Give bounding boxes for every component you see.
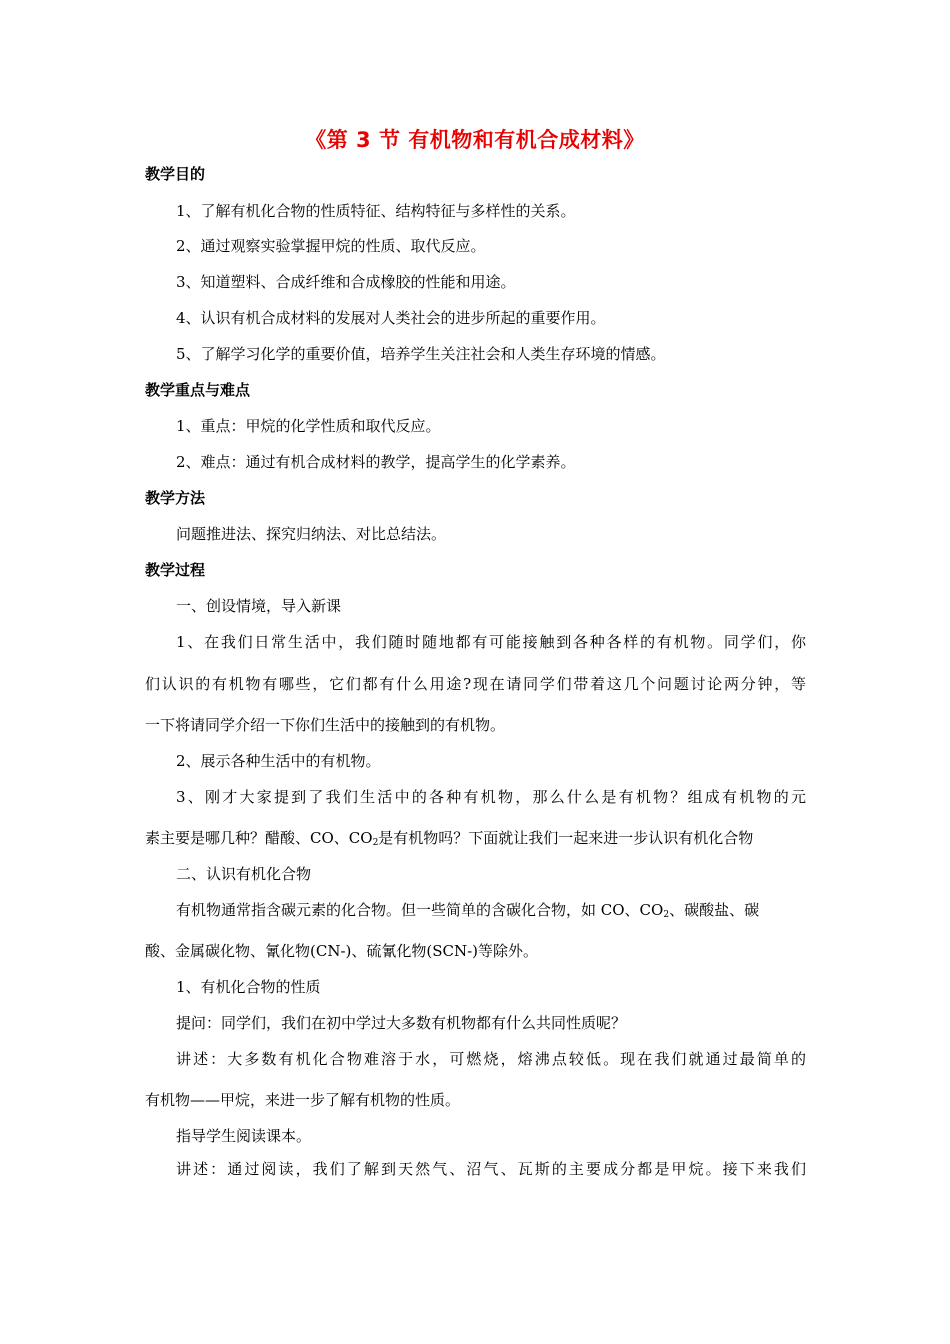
def-line1-b: 、碳酸盐、碳 [669,901,760,919]
guide-text: 指导学生阅读课本。 [176,1127,312,1145]
focus-item: 2、难点：通过有机合成材料的教学，提高学生的化学素养。 [176,453,576,471]
paragraph-line [176,631,806,652]
aim-item: 1、了解有机化合物的性质特征、结构特征与多样性的关系。 [176,202,576,220]
p1-line2: 们认识的有机物有哪些，它们都有什么用途?现在请同学们带着这几个问题讨论两分钟，等 [145,675,806,693]
def-line1-a: 有机物通常指含碳元素的化合物。但一些简单的含碳化合物，如 CO、CO [176,901,664,919]
document-title: 《第 3 节 有机物和有机合成材料》 [305,128,645,152]
heading-teaching-aims: 教学目的 [145,165,206,183]
subsection1-title: 1、有机化合物的性质 [176,978,321,996]
paragraph-line [176,1048,806,1069]
heading-focus-difficulty: 教学重点与难点 [145,381,251,399]
aim-item: 2、通过观察实验掌握甲烷的性质、取代反应。 [176,237,486,255]
heading-teaching-process: 教学过程 [145,561,206,579]
narr1-line1: 讲述：大多数有机化合物难溶于水，可燃烧，熔沸点较低。现在我们就通过最简单的 [176,1050,806,1068]
p3-line2 [145,827,753,848]
p3-line1: 3、刚才大家提到了我们生活中的各种有机物，那么什么是有机物？组成有机物的元 [176,788,806,806]
methods-text: 问题推进法、探究归纳法、对比总结法。 [176,525,447,543]
p1-line1: 1、在我们日常生活中，我们随时随地都有可能接触到各种各样的有机物。同学们，你 [176,633,806,651]
narr1-line2: 有机物——甲烷，来进一步了解有机物的性质。 [145,1091,461,1109]
definition-line2: 酸、金属碳化物、氰化物(CN-)、硫氰化物(SCN-)等除外。 [145,942,539,960]
definition-line1 [176,899,759,920]
question-text: 提问：同学们，我们在初中学过大多数有机物都有什么共同性质呢？ [176,1014,627,1032]
focus-item: 1、重点：甲烷的化学性质和取代反应。 [176,417,441,435]
aim-item: 3、知道塑料、合成纤维和合成橡胶的性能和用途。 [176,273,516,291]
part2-title: 二、认识有机化合物 [176,865,312,883]
paragraph-line [145,673,806,694]
paragraph-line [176,786,806,807]
p3-line2-b: 是有机物吗？下面就让我们一起来进一步认识有机化合物 [378,829,754,847]
p1-line3: 一下将请同学介绍一下你们生活中的接触到的有机物。 [145,716,506,734]
aim-item: 5、了解学习化学的重要价值，培养学生关注社会和人类生存环境的情感。 [176,345,666,363]
paragraph-line [176,1158,806,1179]
aim-item: 4、认识有机合成材料的发展对人类社会的进步所起的重要作用。 [176,309,606,327]
part1-title: 一、创设情境，导入新课 [176,597,342,615]
p2-text: 2、展示各种生活中的有机物。 [176,752,381,770]
def-line1-subscript: 2 [663,910,670,920]
p3-line2-subscript: 2 [372,838,379,848]
narr2-line1: 讲述：通过阅读，我们了解到天然气、沼气、瓦斯的主要成分都是甲烷。接下来我们 [176,1160,806,1178]
p3-line2-a: 素主要是哪几种？醋酸、CO、CO [145,829,373,847]
heading-teaching-methods: 教学方法 [145,489,206,507]
